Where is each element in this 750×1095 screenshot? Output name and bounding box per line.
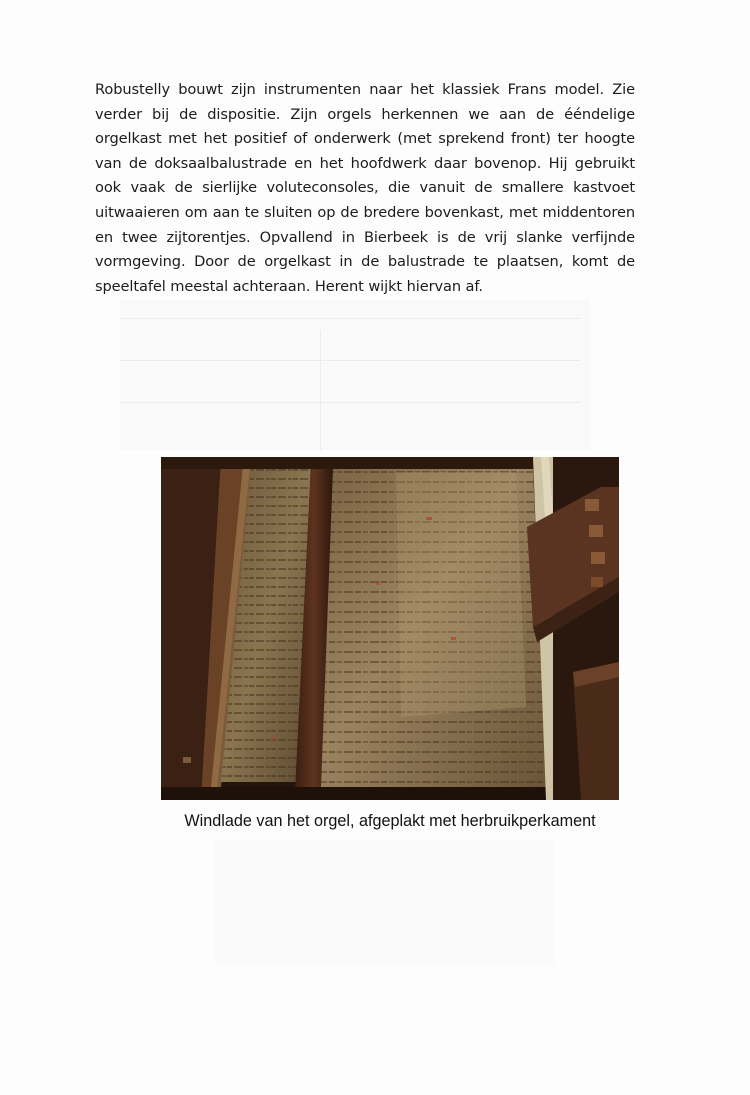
show-through-line [120,360,580,361]
show-through-line [120,318,580,319]
body-paragraph: Robustelly bouwt zijn instrumenten naar het klassiek Frans model. Zie verder bij de dispositie. Zijn orgels herkennen we aan de ééndelige orgelkast met het positief of onderwerk (met sprekend front) ter hoogte van de doksaalbalustrade en het hoofdwerk daar bovenop. Hij gebruikt ook vaak de sierlijke voluteconsoles, die vanuit de smallere kastvoet uitwaaieren om aan te sluiten op de bredere bovenkast, met middentoren en twee zijtorentjes. Opvallend in Bierbeek is de vrij slanke verfijnde vormgeving. Door de orgelkast in de balustrade te plaatsen, komt de speeltafel meestal achteraan. Herent wijkt hiervan af. [95,81,635,295]
show-through-shadow [120,300,590,450]
show-through-line [120,402,580,403]
windchest-photo [161,457,619,800]
show-through-line [320,330,321,450]
show-through-shadow [215,840,555,965]
figure-caption: Windlade van het orgel, afgeplakt met herbruikperkament [184,812,596,830]
